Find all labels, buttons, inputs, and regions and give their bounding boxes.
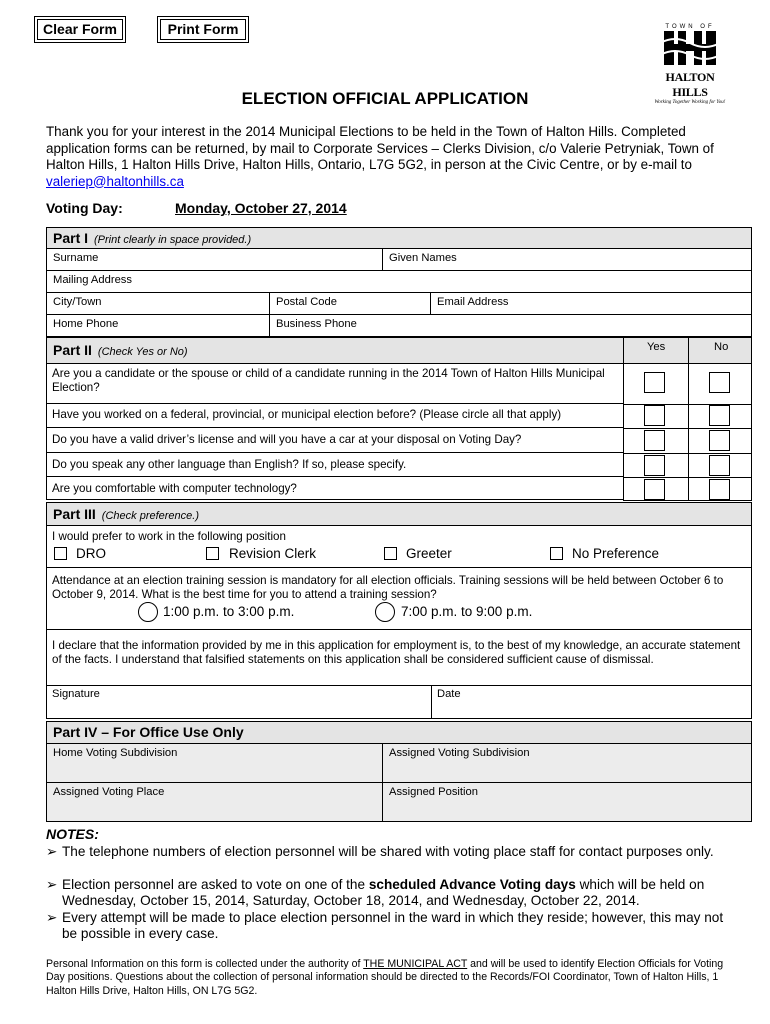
date-label: Date — [437, 688, 461, 700]
city-town-field[interactable] — [46, 293, 270, 315]
part4-title: Part IV – For Office Use Only — [53, 724, 244, 740]
postal-code-field[interactable] — [269, 293, 431, 315]
given-names-label: Given Names — [389, 252, 457, 264]
page-title: ELECTION OFFICIAL APPLICATION — [241, 89, 529, 108]
greeter-label: Greeter — [406, 546, 452, 561]
arrow-bullet-icon: ➢ — [46, 844, 58, 859]
revision-clerk-label: Revision Clerk — [229, 546, 317, 561]
signature-line — [46, 685, 752, 686]
q1-no-checkbox[interactable] — [709, 372, 730, 393]
q3-yes-checkbox[interactable] — [644, 430, 665, 451]
print-form-label: Print Form — [160, 19, 246, 40]
home-voting-subdivision-field — [46, 744, 383, 783]
note-3 — [46, 910, 736, 943]
mailing-address-label: Mailing Address — [53, 274, 132, 286]
town-logo — [650, 24, 730, 105]
clear-form-button[interactable] — [34, 16, 126, 43]
privacy-footer — [46, 958, 736, 998]
question-row-5 — [46, 477, 624, 500]
part2-title: Part II — [53, 342, 92, 358]
assigned-voting-subdivision-label: Assigned Voting Subdivision — [389, 747, 530, 759]
intro-text: Thank you for your interest in the 2014 Municipal Elections to be held in the Town of Halton Hills. Completed application forms can be returned, by mail to Corporate Services – Clerks Division, c/o Valerie Petryniak, Town of Halton Hills, 1 Halton Hills Drive, Halton Hills, Ontario, L7G 5G2, in person at the Civic Centre, or by e-mail to — [46, 124, 714, 172]
part1-header — [46, 227, 752, 249]
footer-post: and will be used to identify Election Officials for Voting Day positions. Questions about the collection of personal information should be directed to the Records/FOI Coordinator, Town of Halton Hills, 1 Halton Hills Drive, Halton Hills, ON L7G 5G2. — [46, 958, 724, 997]
row-line-3 — [623, 453, 752, 454]
home-phone-field[interactable] — [46, 315, 270, 337]
print-form-button[interactable] — [157, 16, 249, 43]
intro-paragraph — [46, 124, 726, 190]
assigned-voting-place-label: Assigned Voting Place — [53, 786, 165, 798]
part3-header — [46, 502, 752, 526]
given-names-field[interactable] — [382, 249, 752, 271]
note-2-post: which will be held on Wednesday, October 15, 2014, Saturday, October 18, 2014, and Wednesday, October 22, 2014. — [62, 877, 705, 909]
home-phone-label: Home Phone — [53, 318, 119, 330]
footer-pre: Personal Information on this form is collected under the authority of — [46, 958, 364, 970]
q5-yes-checkbox[interactable] — [644, 479, 665, 500]
revision-clerk-checkbox[interactable] — [206, 547, 219, 560]
assigned-voting-subdivision-field — [382, 744, 752, 783]
arrow-bullet-icon: ➢ — [46, 877, 58, 892]
row-line-4 — [623, 477, 752, 478]
question-row-1 — [46, 364, 624, 404]
hills-emblem-icon — [660, 31, 720, 65]
part1-title: Part I — [53, 230, 89, 246]
question-3: Do you have a valid driver’s license and will you have a car at your disposal on Voting Day? — [52, 433, 522, 446]
part2-subtitle: (Check Yes or No) — [97, 346, 188, 358]
question-1: Are you a candidate or the spouse or child of a candidate running in the 2014 Town of Halton Hills Municipal Election? — [52, 367, 605, 394]
q4-no-checkbox[interactable] — [709, 455, 730, 476]
email-address-field[interactable] — [430, 293, 752, 315]
arrow-bullet-icon: ➢ — [46, 910, 58, 925]
q2-yes-checkbox[interactable] — [644, 405, 665, 426]
mailing-address-field[interactable] — [46, 271, 752, 293]
part4-header — [46, 721, 752, 744]
q5-no-checkbox[interactable] — [709, 479, 730, 500]
surname-field[interactable] — [46, 249, 383, 271]
logo-name: HALTON HILLS — [665, 70, 715, 99]
note-1-text: The telephone numbers of election personnel will be shared with voting place staff for contact purposes only. — [62, 844, 714, 859]
time1-radio[interactable] — [138, 602, 158, 622]
no-column-divider — [688, 337, 689, 500]
signature-label: Signature — [52, 688, 100, 700]
clear-form-label: Clear Form — [37, 19, 123, 40]
postal-code-label: Postal Code — [276, 296, 337, 308]
home-voting-subdivision-label: Home Voting Subdivision — [53, 747, 178, 759]
time1-label: 1:00 p.m. to 3:00 p.m. — [163, 604, 295, 619]
dro-label: DRO — [76, 546, 106, 561]
training-text: Attendance at an election training session is mandatory for all election officials. Training sessions will be held between October 6 to October 9, 2014. What is the best time for you to attend a training session? — [52, 574, 724, 601]
signature-divider — [431, 685, 432, 719]
declaration-text: I declare that the information provided by me in this application for employment is, to the best of my knowledge, an accurate statement of the facts. I understand that falsified statements on this application shall be considered sufficient cause of dismissal. — [52, 639, 741, 666]
question-4: Do you speak any other language than English? If so, please specify. — [52, 458, 407, 471]
note-3-text: Every attempt will be made to place election personnel in the ward in which they reside; however, this may not be possible in every case. — [62, 910, 724, 942]
note-1 — [46, 844, 736, 860]
prefer-text: I would prefer to work in the following position — [52, 530, 286, 543]
email-address-label: Email Address — [437, 296, 509, 308]
question-5: Are you comfortable with computer technology? — [52, 482, 297, 495]
footer-act: THE MUNICIPAL ACT — [363, 958, 468, 970]
time2-radio[interactable] — [375, 602, 395, 622]
note-2 — [46, 877, 736, 910]
business-phone-label: Business Phone — [276, 318, 357, 330]
business-phone-field[interactable] — [269, 315, 752, 337]
no-header: No — [714, 341, 729, 353]
row-line-1 — [623, 404, 752, 405]
logo-town-of: TOWN OF — [665, 24, 715, 30]
note-2-bold: scheduled Advance Voting days — [368, 877, 576, 892]
no-preference-label: No Preference — [572, 546, 660, 561]
question-row-3 — [46, 428, 624, 453]
row-line-2 — [623, 428, 752, 429]
right-border — [751, 337, 752, 500]
question-2: Have you worked on a federal, provincial, or municipal election before? (Please circle all that apply) — [52, 408, 562, 421]
assigned-voting-place-field — [46, 783, 383, 822]
voting-day-label: Voting Day: — [46, 200, 123, 216]
q1-yes-checkbox[interactable] — [644, 372, 665, 393]
email-link[interactable]: valeriep@haltonhills.ca — [46, 173, 184, 189]
q3-no-checkbox[interactable] — [709, 430, 730, 451]
part3-subtitle: (Check preference.) — [101, 510, 200, 522]
time2-label: 7:00 p.m. to 9:00 p.m. — [401, 604, 533, 619]
no-preference-checkbox[interactable] — [550, 547, 563, 560]
question-row-2 — [46, 404, 624, 428]
row-line-5 — [623, 500, 752, 501]
assigned-position-field — [382, 783, 752, 822]
assigned-position-label: Assigned Position — [389, 786, 478, 798]
yes-header: Yes — [647, 341, 666, 353]
surname-label: Surname — [53, 252, 99, 264]
greeter-checkbox[interactable] — [384, 547, 397, 560]
voting-day-value: Monday, October 27, 2014 — [175, 200, 347, 216]
q4-yes-checkbox[interactable] — [644, 455, 665, 476]
logo-tagline: Working Together Working for You! — [654, 100, 726, 105]
dro-checkbox[interactable] — [54, 547, 67, 560]
part1-subtitle: (Print clearly in space provided.) — [94, 234, 252, 246]
date-field[interactable] — [437, 688, 745, 716]
signature-field[interactable] — [52, 688, 422, 716]
city-town-label: City/Town — [53, 296, 102, 308]
note-2-pre: Election personnel are asked to vote on one of the — [62, 877, 369, 892]
notes-heading: NOTES: — [46, 826, 99, 842]
q2-no-checkbox[interactable] — [709, 405, 730, 426]
question-row-4 — [46, 453, 624, 477]
part3-title: Part III — [53, 506, 96, 522]
